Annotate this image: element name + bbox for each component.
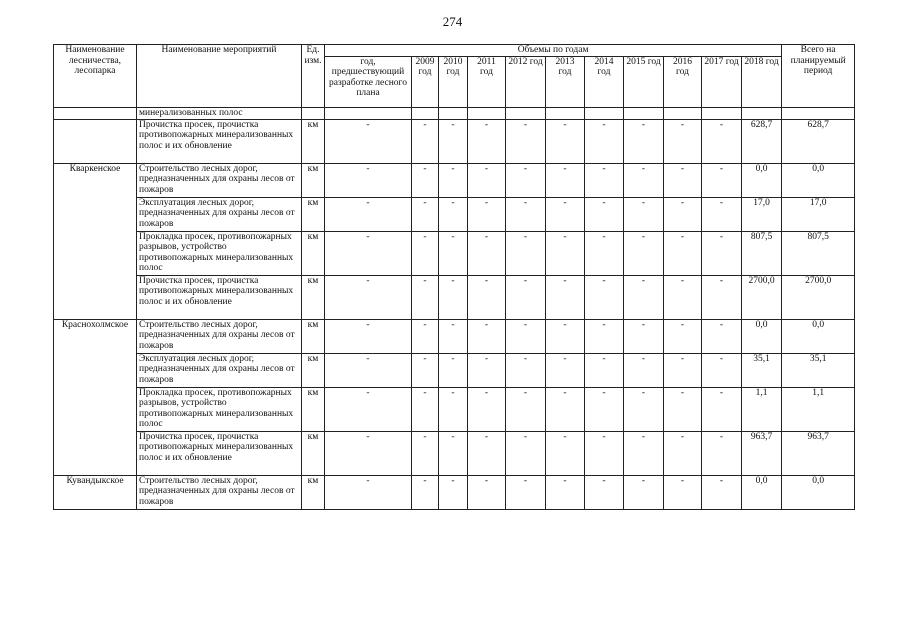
value-cell: -	[412, 119, 439, 163]
value-cell: -	[325, 119, 412, 163]
value-cell: -	[412, 319, 439, 353]
header-year: 2009 год	[412, 56, 439, 107]
value-cell: -	[439, 119, 468, 163]
value-cell: -	[468, 275, 506, 319]
header-total: Всего на планируемый период	[782, 45, 855, 108]
header-year-prior: год, предшествующий разработке лесного плана	[325, 56, 412, 107]
activity-cell: Строительство лесных дорог, предназначенных для охраны лесов от пожаров	[137, 475, 302, 509]
value-cell: -	[439, 431, 468, 475]
value-cell: -	[546, 275, 585, 319]
value-cell: -	[546, 163, 585, 197]
table-row	[54, 163, 855, 197]
value-cell: -	[585, 431, 624, 475]
value-cell: 1,1	[742, 387, 782, 431]
total-cell: 628,7	[782, 119, 855, 163]
value-cell: -	[664, 275, 702, 319]
header-unit: Ед. изм.	[302, 45, 325, 108]
unit-cell: км	[302, 163, 325, 197]
total-cell: 0,0	[782, 163, 855, 197]
value-cell: -	[412, 231, 439, 275]
value-cell: -	[702, 119, 742, 163]
value-cell: -	[585, 231, 624, 275]
value-cell: -	[702, 319, 742, 353]
activity-cell: Прочистка просек, прочистка противопожарных минерализованных полос и их обновление	[137, 275, 302, 319]
value-cell: -	[412, 353, 439, 387]
header-volumes: Объемы по годам	[325, 45, 782, 57]
table-body	[54, 107, 855, 509]
forest-measures-table	[53, 44, 855, 510]
value-cell: -	[412, 197, 439, 231]
value-cell: -	[506, 231, 546, 275]
value-cell: -	[702, 231, 742, 275]
value-cell: -	[702, 275, 742, 319]
table-row	[54, 275, 855, 319]
value-cell: -	[468, 475, 506, 509]
value-cell: -	[546, 387, 585, 431]
value-cell: -	[468, 197, 506, 231]
value-cell: -	[506, 197, 546, 231]
value-cell: -	[585, 275, 624, 319]
unit-cell: км	[302, 475, 325, 509]
value-cell: -	[468, 353, 506, 387]
value-cell: -	[506, 387, 546, 431]
table-row	[54, 197, 855, 231]
activity-cell: Строительство лесных дорог, предназначенных для охраны лесов от пожаров	[137, 163, 302, 197]
table-row	[54, 431, 855, 475]
value-cell: -	[624, 163, 664, 197]
value-cell: -	[468, 119, 506, 163]
value-cell: -	[546, 231, 585, 275]
value-cell: -	[664, 319, 702, 353]
value-cell: 17,0	[742, 197, 782, 231]
value-cell: -	[546, 119, 585, 163]
total-cell: 963,7	[782, 431, 855, 475]
value-cell: -	[664, 431, 702, 475]
activity-cell: Прокладка просек, противопожарных разрывов, устройство противопожарных минерализованных полос	[137, 231, 302, 275]
total-cell: 1,1	[782, 387, 855, 431]
value-cell: -	[546, 431, 585, 475]
value-cell: -	[506, 119, 546, 163]
forestry-cell: Краснохолмское	[54, 319, 137, 475]
activity-cell: Прокладка просек, противопожарных разрывов, устройство противопожарных минерализованных полос	[137, 387, 302, 431]
value-cell: -	[664, 231, 702, 275]
value-cell: -	[702, 353, 742, 387]
header-forestry: Наименование лесничества, лесопарка	[54, 45, 137, 108]
activity-cell: Строительство лесных дорог, предназначенных для охраны лесов от пожаров	[137, 319, 302, 353]
unit-cell: км	[302, 319, 325, 353]
value-cell: -	[325, 197, 412, 231]
value-cell: -	[325, 231, 412, 275]
value-cell: -	[624, 197, 664, 231]
activity-cell: Прочистка просек, прочистка противопожарных минерализованных полос и их обновление	[137, 431, 302, 475]
value-cell: -	[664, 163, 702, 197]
value-cell: -	[439, 387, 468, 431]
value-cell: -	[546, 353, 585, 387]
value-cell: -	[702, 163, 742, 197]
unit-cell: км	[302, 231, 325, 275]
value-cell: -	[439, 275, 468, 319]
value-cell: -	[506, 353, 546, 387]
value-cell: -	[506, 319, 546, 353]
value-cell: -	[468, 231, 506, 275]
value-cell: -	[585, 387, 624, 431]
total-cell: 17,0	[782, 197, 855, 231]
header-year: 2017 год	[702, 56, 742, 107]
value-cell: -	[506, 163, 546, 197]
value-cell: -	[585, 119, 624, 163]
value-cell: -	[546, 319, 585, 353]
value-cell: -	[585, 319, 624, 353]
table-row	[54, 475, 855, 509]
value-cell: -	[468, 163, 506, 197]
header-year: 2015 год	[624, 56, 664, 107]
unit-cell: км	[302, 431, 325, 475]
value-cell: -	[585, 353, 624, 387]
value-cell: -	[624, 119, 664, 163]
forestry-cell	[54, 119, 137, 163]
value-cell: -	[506, 431, 546, 475]
value-cell: -	[439, 319, 468, 353]
value-cell: 35,1	[742, 353, 782, 387]
value-cell: -	[664, 119, 702, 163]
unit-cell: км	[302, 387, 325, 431]
header-year: 2014 год	[585, 56, 624, 107]
value-cell: -	[439, 163, 468, 197]
value-cell: -	[702, 197, 742, 231]
value-cell: -	[624, 353, 664, 387]
page-number: 274	[442, 14, 463, 29]
value-cell: -	[624, 231, 664, 275]
value-cell: -	[439, 475, 468, 509]
activity-cell: минерализованных полос	[137, 107, 302, 119]
value-cell: -	[624, 475, 664, 509]
value-cell: -	[585, 475, 624, 509]
value-cell: -	[585, 197, 624, 231]
value-cell: -	[325, 387, 412, 431]
value-cell: -	[412, 275, 439, 319]
value-cell: -	[325, 475, 412, 509]
value-cell: -	[702, 475, 742, 509]
value-cell: -	[664, 353, 702, 387]
forestry-cell: Кваркенское	[54, 163, 137, 319]
header-year: 2011 год	[468, 56, 506, 107]
value-cell: -	[468, 387, 506, 431]
unit-cell: км	[302, 197, 325, 231]
value-cell: -	[412, 475, 439, 509]
value-cell: -	[412, 431, 439, 475]
value-cell: -	[664, 387, 702, 431]
value-cell: 628,7	[742, 119, 782, 163]
unit-cell: км	[302, 275, 325, 319]
total-cell: 0,0	[782, 475, 855, 509]
activity-cell: Эксплуатация лесных дорог, предназначенных для охраны лесов от пожаров	[137, 197, 302, 231]
unit-cell: км	[302, 353, 325, 387]
header-activity: Наименование мероприятий	[137, 45, 302, 108]
value-cell: -	[468, 431, 506, 475]
value-cell: -	[325, 275, 412, 319]
value-cell: -	[624, 387, 664, 431]
value-cell: -	[325, 319, 412, 353]
forestry-cell	[54, 107, 137, 119]
header-year: 2013 год	[546, 56, 585, 107]
value-cell: -	[468, 319, 506, 353]
value-cell: -	[439, 353, 468, 387]
value-cell: -	[624, 275, 664, 319]
header-year: 2018 год	[742, 56, 782, 107]
total-cell: 807,5	[782, 231, 855, 275]
value-cell: -	[702, 387, 742, 431]
value-cell: -	[439, 197, 468, 231]
value-cell: 0,0	[742, 163, 782, 197]
header-year: 2016 год	[664, 56, 702, 107]
total-cell: 35,1	[782, 353, 855, 387]
value-cell: -	[546, 197, 585, 231]
value-cell: -	[585, 163, 624, 197]
value-cell: 0,0	[742, 475, 782, 509]
value-cell: 963,7	[742, 431, 782, 475]
value-cell: 0,0	[742, 319, 782, 353]
total-cell: 0,0	[782, 319, 855, 353]
total-cell: 2700,0	[782, 275, 855, 319]
header-year: 2012 год	[506, 56, 546, 107]
continuation-row	[54, 107, 855, 119]
activity-cell: Эксплуатация лесных дорог, предназначенных для охраны лесов от пожаров	[137, 353, 302, 387]
value-cell: -	[506, 475, 546, 509]
table-row	[54, 353, 855, 387]
value-cell: -	[624, 319, 664, 353]
value-cell: 2700,0	[742, 275, 782, 319]
value-cell: -	[664, 475, 702, 509]
value-cell: -	[664, 197, 702, 231]
value-cell: -	[412, 387, 439, 431]
activity-cell: Прочистка просек, прочистка противопожарных минерализованных полос и их обновление	[137, 119, 302, 163]
table-row	[54, 231, 855, 275]
header-year: 2010 год	[439, 56, 468, 107]
value-cell: -	[325, 353, 412, 387]
forestry-cell: Кувандыкское	[54, 475, 137, 509]
value-cell: -	[546, 475, 585, 509]
unit-cell: км	[302, 119, 325, 163]
table-row	[54, 119, 855, 163]
value-cell: -	[624, 431, 664, 475]
value-cell: -	[325, 163, 412, 197]
value-cell: -	[412, 163, 439, 197]
value-cell: -	[702, 431, 742, 475]
value-cell: -	[325, 431, 412, 475]
value-cell: -	[506, 275, 546, 319]
table-row	[54, 387, 855, 431]
value-cell: 807,5	[742, 231, 782, 275]
value-cell: -	[439, 231, 468, 275]
table-row	[54, 319, 855, 353]
